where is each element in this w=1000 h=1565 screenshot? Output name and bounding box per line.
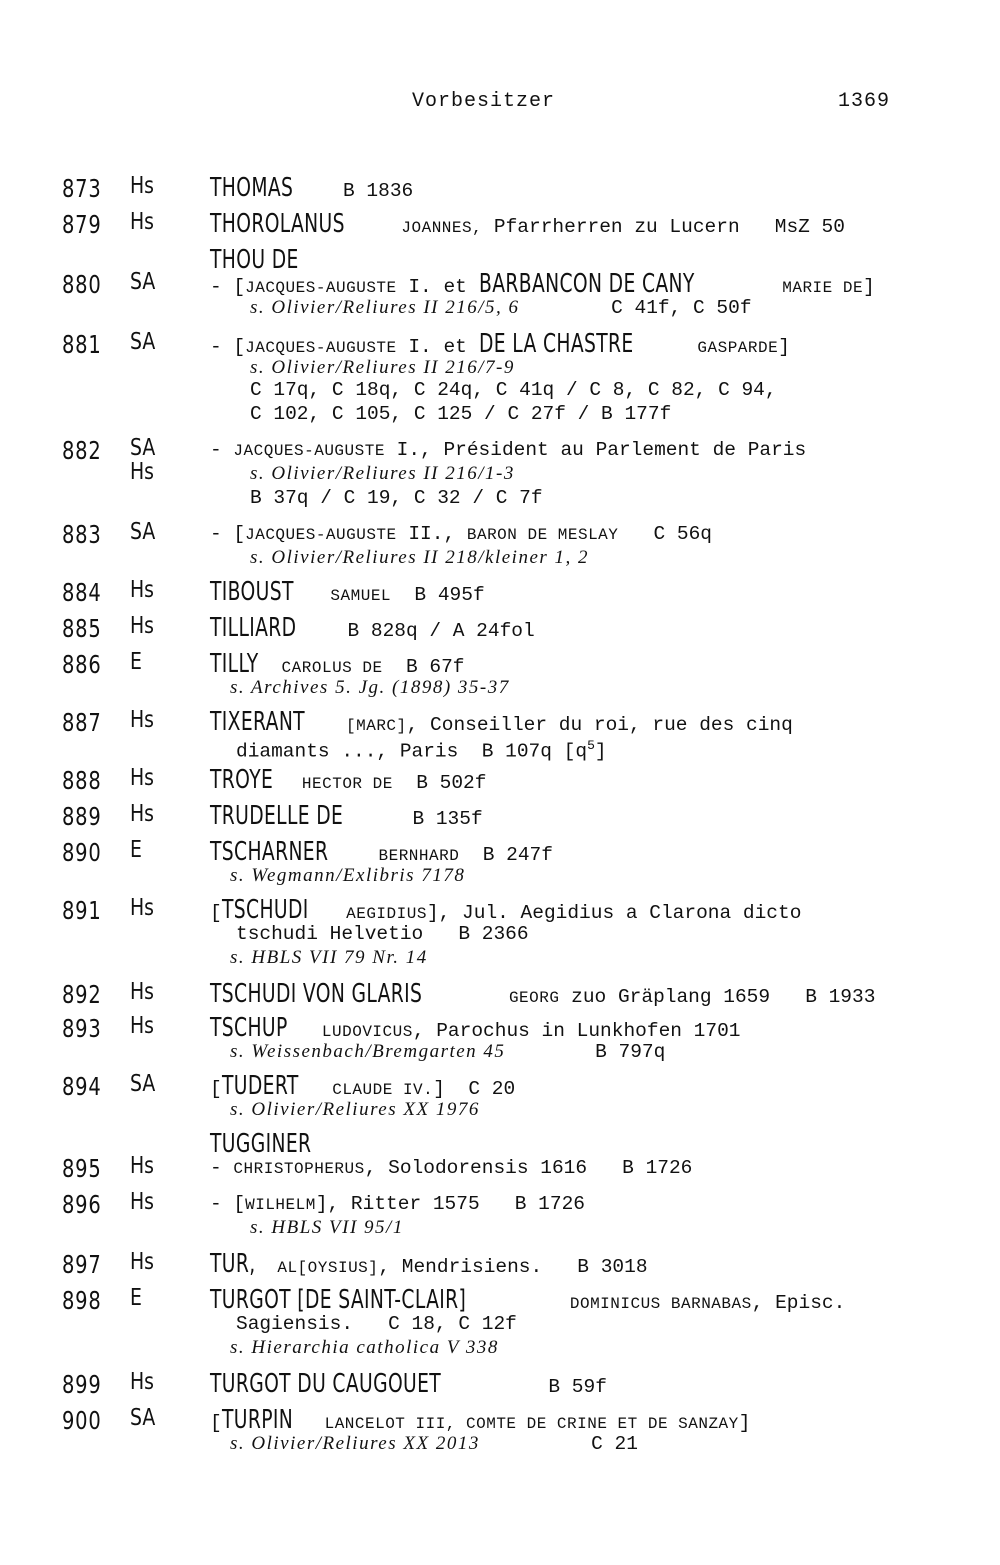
entry-number: 899	[62, 1370, 102, 1399]
entry-type: Hs	[130, 707, 155, 733]
entry-number: 898	[62, 1286, 102, 1315]
entry-citation: s. Olivier/Reliures XX 2013	[230, 1433, 480, 1454]
entry-text: - [JACQUES-AUGUSTE II., BARON DE MESLAY C 56q	[210, 523, 713, 545]
entry-type: SA	[130, 1071, 156, 1097]
entry-type: Hs	[130, 209, 155, 235]
entry-type: E	[130, 649, 142, 675]
entry-shelfmark: C 17q, C 18q, C 24q, C 41q / C 8, C 82, C 94,	[250, 379, 777, 401]
group-name: TUGGINER	[210, 1129, 312, 1159]
entry-citation: s. Olivier/Reliures II 218/kleiner 1, 2	[250, 547, 590, 568]
entry-text: TRUDELLE DE B 135f	[210, 801, 483, 831]
entry-number: 895	[62, 1154, 102, 1183]
entry-type: Hs	[130, 895, 155, 921]
entry-type: SA	[130, 1405, 156, 1431]
entry-type: E	[130, 837, 142, 863]
entry-text: TSCHUDI VON GLARIS GEORG zuo Gräplang 1659 B 1933	[210, 979, 876, 1009]
entry-text: TSCHARNER BERNHARD B 247f	[210, 837, 553, 867]
entry-type: Hs	[130, 801, 155, 827]
entry-shelfmark: B 37q / C 19, C 32 / C 7f	[250, 487, 543, 509]
entry-number: 873	[62, 174, 102, 203]
entry-number: 892	[62, 980, 102, 1009]
entry-type: Hs	[130, 979, 155, 1005]
entry-shelfmark: C 102, C 105, C 125 / C 27f / B 177f	[250, 403, 672, 425]
entry-number: 891	[62, 896, 102, 925]
entry-number: 887	[62, 708, 102, 737]
entry-shelfmark: C 41f, C 50f	[576, 297, 752, 319]
entry-number: 893	[62, 1014, 102, 1043]
entry-text: THOROLANUS JOANNES, Pfarrherren zu Lucern MsZ 50	[210, 209, 845, 239]
entry-text: - [JACQUES-AUGUSTE I. et DE LA CHASTRE GASPARDE]	[210, 329, 790, 359]
entry-number: 879	[62, 210, 102, 239]
entry-text: [TSCHUDI AEGIDIUS], Jul. Aegidius a Clarona dicto	[210, 895, 802, 925]
entry-citation: s. Hierarchia catholica V 338	[230, 1337, 499, 1358]
entry-text: - CHRISTOPHERUS, Solodorensis 1616 B 1726	[210, 1157, 693, 1179]
entry-text: THOMAS B 1836	[210, 173, 414, 203]
entry-text: TURGOT [DE SAINT-CLAIR] DOMINICUS BARNABAS, Episc.	[210, 1285, 846, 1315]
entry-text: TURGOT DU CAUGOUET B 59f	[210, 1369, 607, 1399]
entry-number: 883	[62, 520, 102, 549]
entry-type: SA	[130, 329, 156, 355]
entry-shelfmark: C 21	[556, 1433, 638, 1455]
entry-type: E	[130, 1285, 142, 1311]
entry-citation: s. Olivier/Reliures XX 1976	[230, 1099, 480, 1120]
entry-text-continued: tschudi Helvetio B 2366	[236, 923, 529, 945]
page-title: Vorbesitzer	[412, 90, 556, 113]
entry-citation: s. Olivier/Reliures II 216/7-9	[250, 357, 515, 378]
entry-text: TILLIARD B 828q / A 24fol	[210, 613, 535, 643]
entry-type: Hs	[130, 1189, 155, 1215]
entry-citation: s. HBLS VII 79 Nr. 14	[230, 947, 428, 968]
entry-number: 885	[62, 614, 102, 643]
entry-type: SA Hs	[130, 435, 156, 485]
entry-type: Hs	[130, 765, 155, 791]
entry-citation: s. Olivier/Reliures II 216/1-3	[250, 463, 515, 484]
entry-type: SA	[130, 519, 156, 545]
entry-number: 882	[62, 436, 102, 465]
entry-text: TILLY CAROLUS DE B 67f	[210, 649, 465, 679]
entry-text: TIXERANT [MARC], Conseiller du roi, rue des cinq	[210, 707, 793, 737]
entry-text: [TUDERT CLAUDE IV.] C 20	[210, 1071, 516, 1101]
entry-shelfmark: B 797q	[560, 1041, 666, 1063]
entry-text-continued: Sagiensis. C 18, C 12f	[236, 1313, 517, 1335]
entry-text: TSCHUP LUDOVICUS, Parochus in Lunkhofen 1701	[210, 1013, 741, 1043]
entry-number: 888	[62, 766, 102, 795]
entry-citation: s. Wegmann/Exlibris 7178	[230, 865, 466, 886]
entry-number: 896	[62, 1190, 102, 1219]
entry-citation: s. HBLS VII 95/1	[250, 1217, 404, 1238]
entry-citation: s. Weissenbach/Bremgarten 45	[230, 1041, 506, 1062]
entry-number: 900	[62, 1406, 102, 1435]
entry-type: Hs	[130, 1153, 155, 1179]
entry-number: 890	[62, 838, 102, 867]
page-number: 1369	[838, 90, 891, 113]
entry-type: Hs	[130, 173, 155, 199]
entry-text: - [WILHELM], Ritter 1575 B 1726	[210, 1193, 585, 1215]
entry-text: TUR, AL[OYSIUS], Mendrisiens. B 3018	[210, 1249, 648, 1279]
entry-number: 897	[62, 1250, 102, 1279]
entry-number: 884	[62, 578, 102, 607]
entry-type: Hs	[130, 1013, 155, 1039]
entry-text: [TURPIN LANCELOT III, COMTE DE CRINE ET DE SANZAY]	[210, 1405, 751, 1435]
entry-number: 889	[62, 802, 102, 831]
entry-number: 881	[62, 330, 102, 359]
entry-number: 894	[62, 1072, 102, 1101]
entry-text-continued: diamants ..., Paris B 107q $[q^5]$	[236, 738, 607, 763]
group-name: THOU DE	[210, 245, 299, 275]
entry-type: Hs	[130, 613, 155, 639]
entry-type: Hs	[130, 1369, 155, 1395]
entry-text: TROYE HECTOR DE B 502f	[210, 765, 487, 795]
entry-text: - [JACQUES-AUGUSTE I. et BARBANCON DE CANY MARIE DE]	[210, 269, 875, 299]
entry-type: Hs	[130, 577, 155, 603]
entry-citation: s. Archives 5. Jg. (1898) 35-37	[230, 677, 510, 698]
entry-text: - JACQUES-AUGUSTE I., Président au Parlement de Paris	[210, 439, 807, 461]
entry-number: 886	[62, 650, 102, 679]
entry-citation: s. Olivier/Reliures II 216/5, 6	[250, 297, 520, 318]
entry-type: Hs	[130, 1249, 155, 1275]
entry-type: SA	[130, 269, 156, 295]
entry-number: 880	[62, 270, 102, 299]
entry-text: TIBOUST SAMUEL B 495f	[210, 577, 485, 607]
